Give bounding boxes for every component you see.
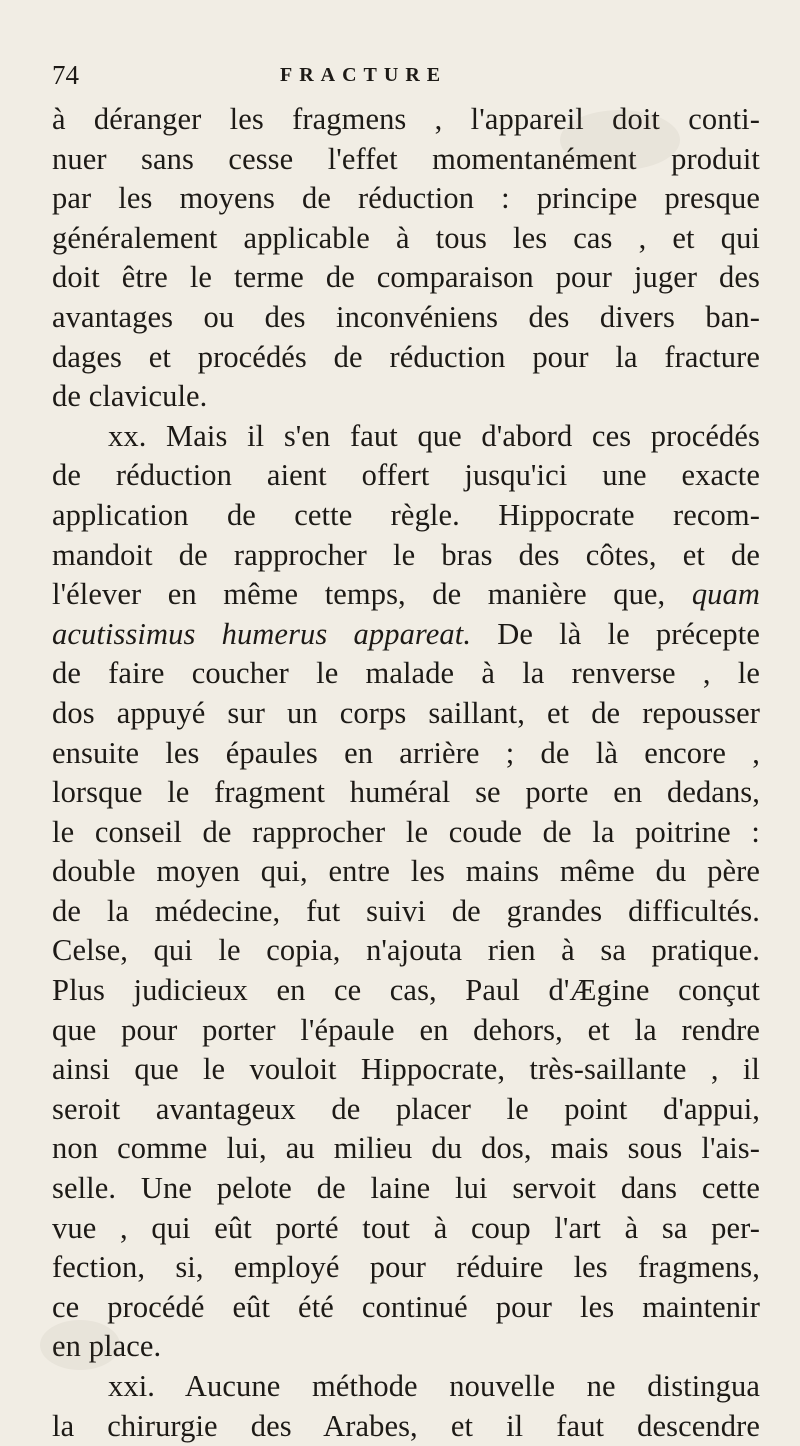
- text-line: Plus judicieux en ce cas, Paul d'Ægine conçut: [52, 973, 760, 1008]
- text-line: mandoit de rapprocher le bras des côtes, et de: [52, 537, 760, 572]
- text-line: ensuite les épaules en arrière ; de là encore ,: [52, 735, 760, 770]
- italic-latin-phrase: acutissimus humerus appareat.: [52, 616, 472, 651]
- text-line: xxi. Aucune méthode nouvelle ne distingua: [108, 1369, 760, 1403]
- text-line: le conseil de rapprocher le coude de la poitrine :: [52, 814, 760, 849]
- text-line: non comme lui, au milieu du dos, mais sous l'ais-: [52, 1131, 760, 1166]
- text-line: de faire coucher le malade à la renverse , le: [52, 656, 760, 691]
- text-line: ce procédé eût été continué pour les maintenir: [52, 1289, 760, 1324]
- text-line: par les moyens de réduction : principe presque: [52, 181, 760, 216]
- text-line: nuer sans cesse l'effet momentanément produit: [52, 141, 760, 176]
- text-line: vue , qui eût porté tout à coup l'art à sa per-: [52, 1210, 760, 1245]
- text-line: de la médecine, fut suivi de grandes difficultés.: [52, 893, 760, 928]
- text-line: double moyen qui, entre les mains même du père: [52, 854, 760, 889]
- text-line: à déranger les fragmens , l'appareil doit conti-: [52, 102, 760, 136]
- paper-stain: [560, 110, 680, 170]
- text-line-with-italic: [52, 615, 760, 655]
- text-line: généralement applicable à tous les cas , et qui: [52, 220, 760, 255]
- text-line: la chirurgie des Arabes, et il faut descendre: [52, 1408, 760, 1443]
- text-segment: De là le précepte: [497, 616, 760, 651]
- text-line-with-italic: [52, 575, 760, 615]
- text-line: dos appuyé sur un corps saillant, et de repousser: [52, 695, 760, 730]
- text-line: xx. Mais il s'en faut que d'abord ces procédés: [108, 418, 760, 453]
- text-line: en place.: [52, 1329, 162, 1364]
- text-line: que pour porter l'épaule en dehors, et la rendre: [52, 1012, 760, 1047]
- text-line: de clavicule.: [52, 379, 208, 414]
- page-number: 74: [52, 60, 79, 90]
- running-title: FRACTURE: [280, 64, 448, 86]
- text-line: dages et procédés de réduction pour la fracture: [52, 339, 760, 374]
- text-line: fection, si, employé pour réduire les fragmens,: [52, 1250, 760, 1285]
- paper-stain: [40, 1320, 120, 1370]
- text-line: selle. Une pelote de laine lui servoit dans cette: [52, 1171, 760, 1206]
- text-line: avantages ou des inconvéniens des divers ban-: [52, 299, 760, 334]
- text-line: lorsque le fragment huméral se porte en dedans,: [52, 775, 760, 810]
- text-line: ainsi que le vouloit Hippocrate, très-saillante , il: [52, 1052, 760, 1087]
- running-head: [52, 58, 760, 92]
- body-text: [52, 100, 760, 1446]
- text-line: de réduction aient offert jusqu'ici une exacte: [52, 458, 760, 493]
- text-line: application de cette règle. Hippocrate recom-: [52, 497, 760, 532]
- text-segment: l'élever en même temps, de manière que,: [52, 577, 666, 612]
- text-line: seroit avantageux de placer le point d'appui,: [52, 1091, 760, 1126]
- text-line: doit être le terme de comparaison pour juger des: [52, 260, 760, 295]
- italic-word: quam: [691, 577, 760, 612]
- text-line: Celse, qui le copia, n'ajouta rien à sa pratique.: [52, 933, 760, 968]
